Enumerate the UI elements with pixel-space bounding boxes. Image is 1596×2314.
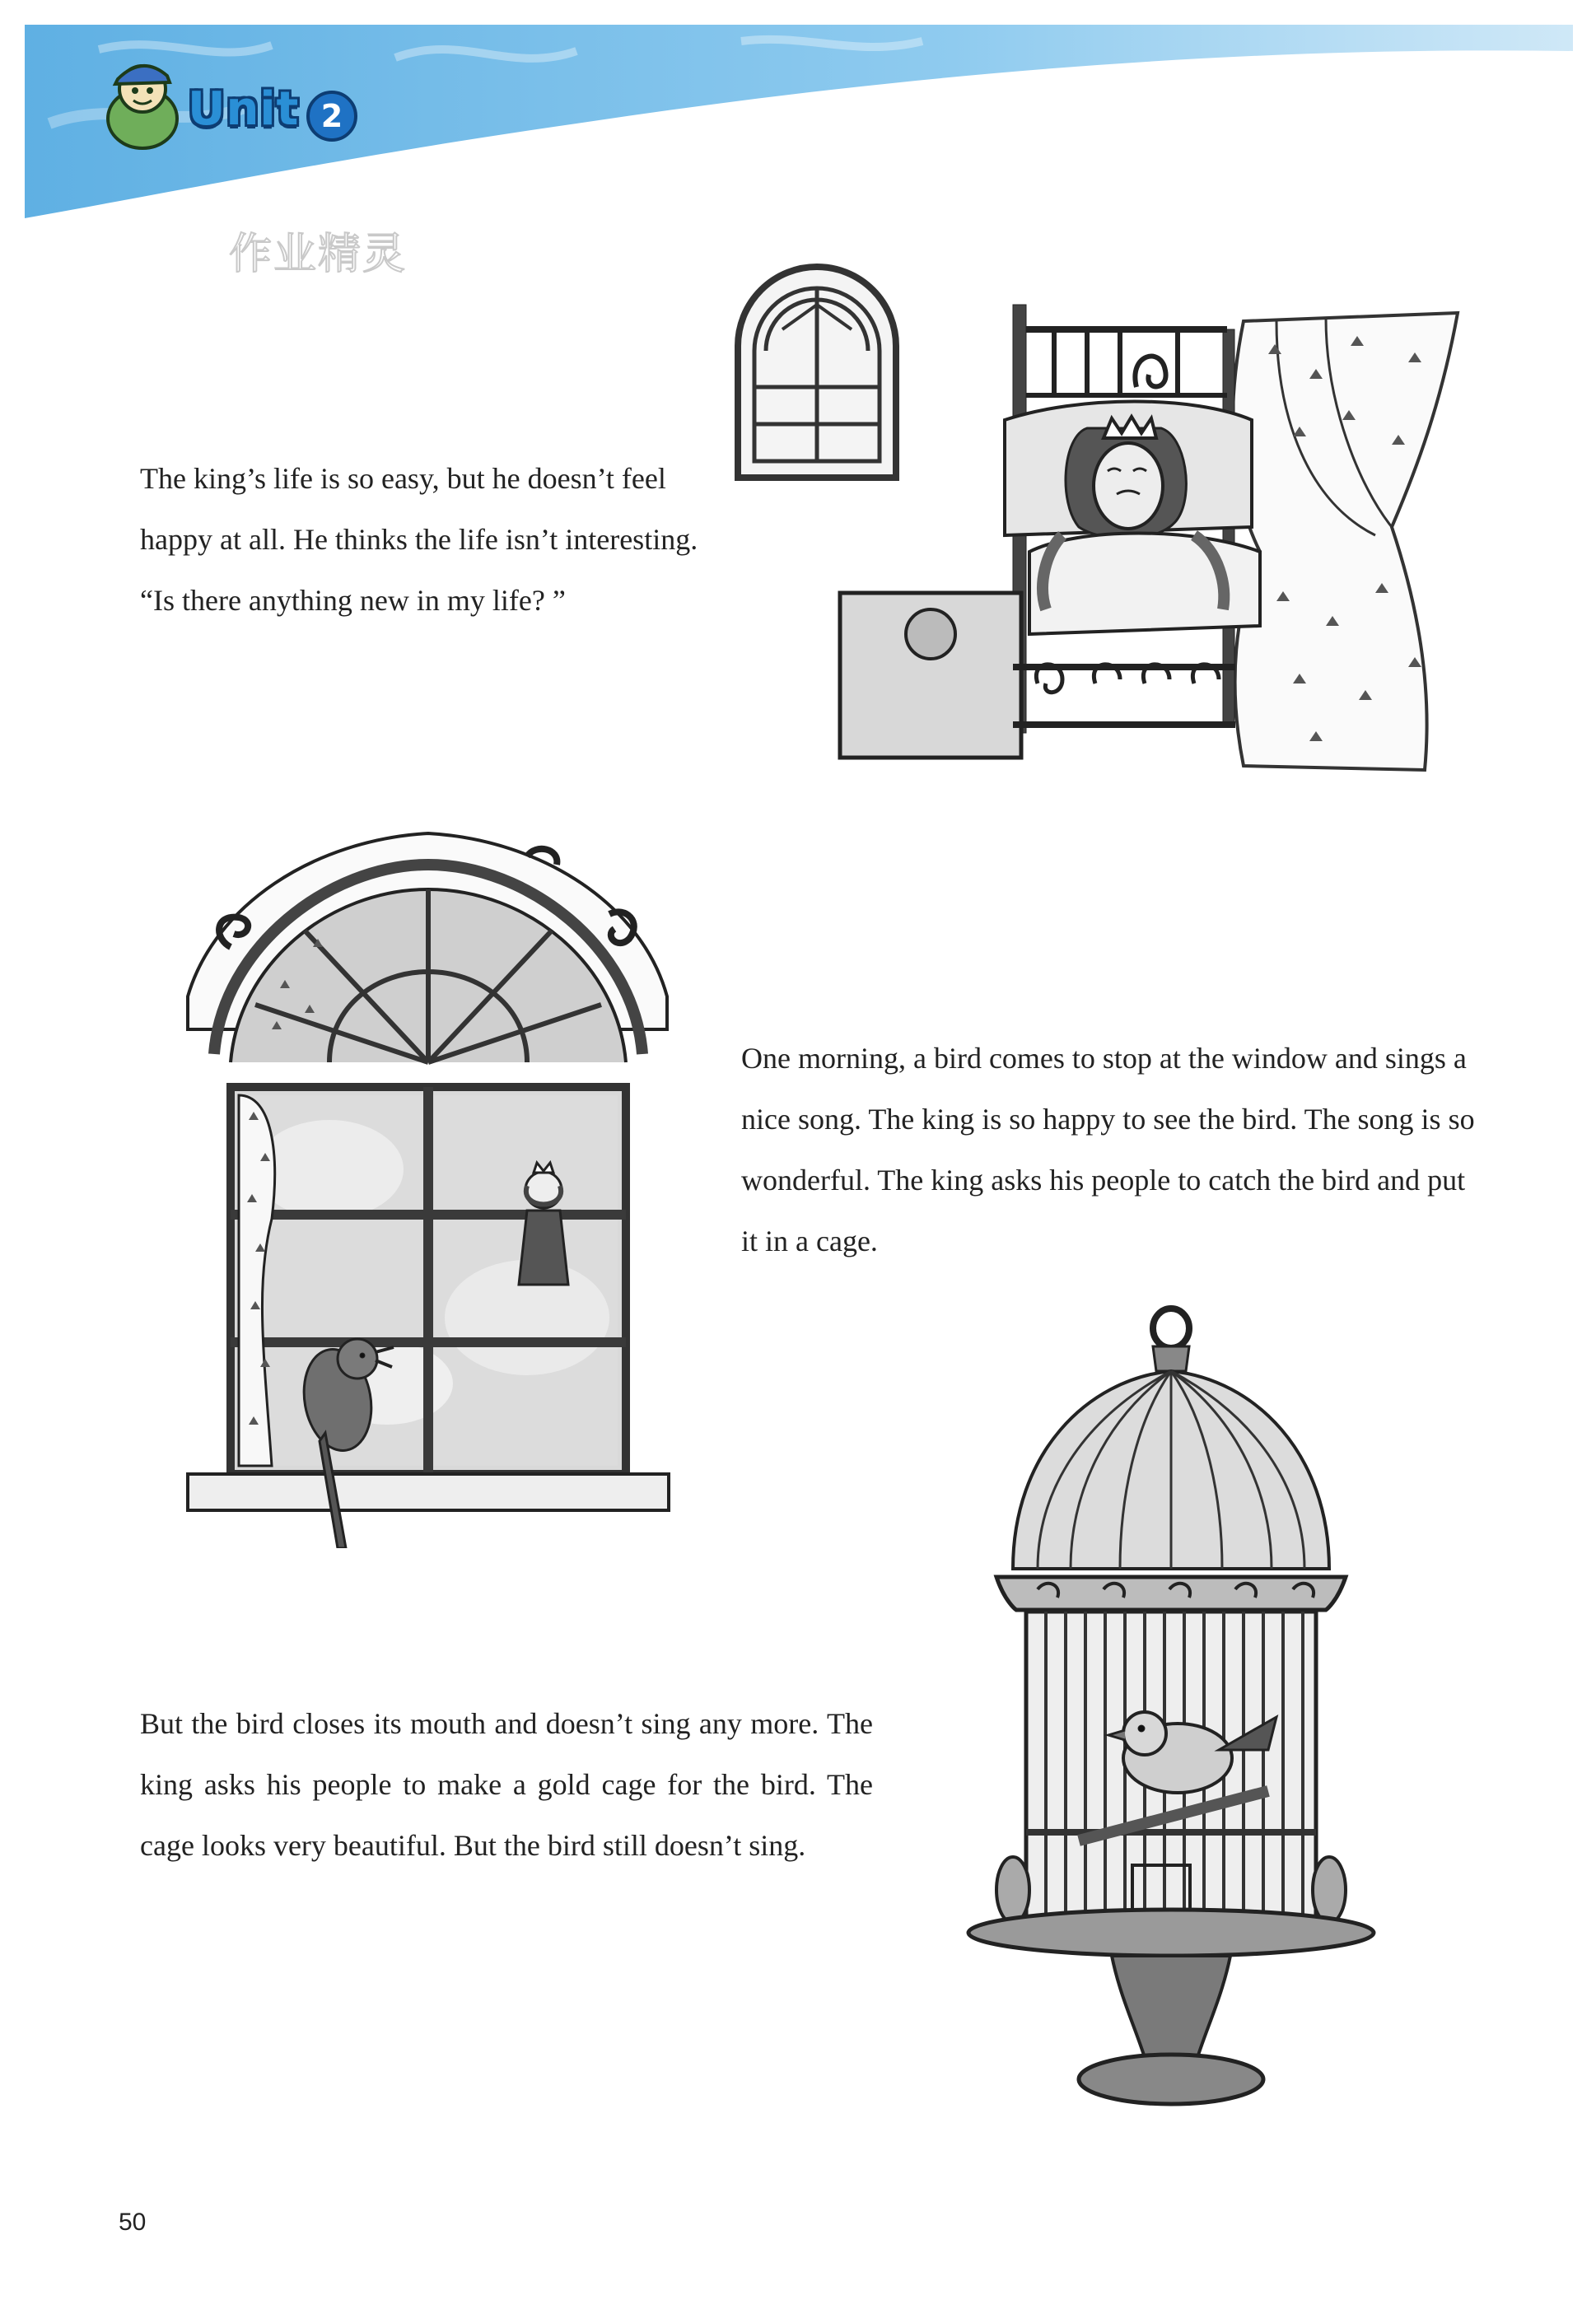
unit-title: Unit [188,82,300,136]
arched-window-icon [738,267,896,478]
watermark: 作业精灵 [229,230,408,279]
mascot-icon [97,54,188,153]
window-bird-illustration [181,823,675,1548]
curtain-icon [1233,313,1458,770]
story-paragraph: But the bird closes its mouth and doesn’t sing any more. The king asks his people to make a gold cage for the bird. The cage looks very beautiful. But the bird still doesn’t sing. [140,1707,873,1862]
bed-icon [840,305,1260,758]
story-paragraph: The king’s life is so easy, but he doesn’t feel happy at all. He thinks the life isn’t interesting. “Is there anything new in my life? ” [140,462,698,617]
unit-number: 2 [306,91,357,142]
page-number: 50 [119,2209,147,2236]
bird-cage-illustration [955,1305,1384,2129]
king-in-bed-illustration [733,255,1474,782]
story-paragraph: One morning, a bird comes to stop at the window and sings a nice song. The king is so happy to see the bird. The song is so wonderful. The king asks his people to catch the bird and put it in a cage. [741,1042,1475,1257]
